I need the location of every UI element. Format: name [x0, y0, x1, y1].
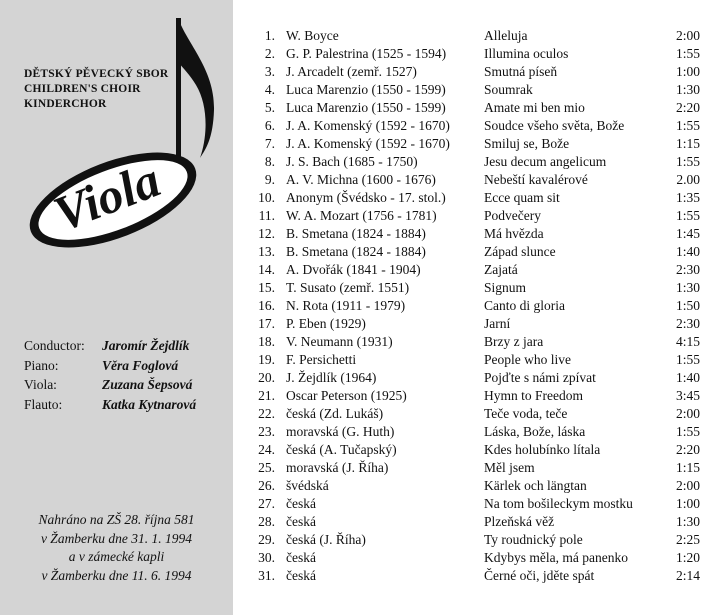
track-duration: 1:55 — [675, 118, 700, 133]
track-duration: 1:30 — [675, 514, 700, 529]
recording-note — [0, 511, 233, 585]
credit-role: Piano: — [24, 357, 59, 373]
track-number: 13. — [258, 244, 275, 259]
track-row — [248, 423, 700, 441]
track-row — [248, 459, 700, 477]
track-number: 2. — [264, 46, 275, 61]
track-composer: V. Neumann (1931) — [286, 334, 393, 349]
track-composer: A. V. Michna (1600 - 1676) — [286, 172, 436, 187]
track-number: 10. — [258, 190, 275, 205]
logo-text: Viola — [46, 151, 168, 243]
track-composer: J. A. Komenský (1592 - 1670) — [286, 136, 450, 151]
track-duration: 2:00 — [675, 28, 700, 43]
track-composer: česká — [286, 496, 316, 511]
track-number: 25. — [258, 460, 275, 475]
track-number: 27. — [258, 496, 275, 511]
track-number: 21. — [258, 388, 275, 403]
track-duration: 2.00 — [676, 172, 700, 187]
track-duration: 2:20 — [675, 100, 700, 115]
track-number: 4. — [264, 82, 275, 97]
track-duration: 1:45 — [675, 226, 700, 241]
track-duration: 1:15 — [675, 460, 700, 475]
track-composer: T. Susato (zemř. 1551) — [286, 280, 410, 295]
track-title: Kdes holubínko lítala — [484, 442, 601, 457]
track-duration: 1:50 — [675, 298, 700, 313]
track-title: Amate mi ben mio — [484, 100, 585, 115]
credit-role: Viola: — [24, 377, 57, 392]
track-row — [248, 387, 700, 405]
track-row — [248, 333, 700, 351]
track-row — [248, 27, 700, 45]
track-number: 9. — [264, 172, 275, 187]
track-row — [248, 513, 700, 531]
track-title: Canto di gloria — [484, 298, 565, 313]
credit-viola — [24, 375, 196, 395]
track-row — [248, 207, 700, 225]
track-title: Plzeňská věž — [484, 514, 555, 529]
track-composer: B. Smetana (1824 - 1884) — [286, 244, 426, 259]
track-number: 30. — [258, 550, 275, 565]
credit-conductor — [24, 336, 196, 356]
note-flag — [178, 18, 214, 158]
recording-note-line: a v zámecké kapli — [68, 549, 165, 564]
track-number: 19. — [258, 352, 275, 367]
credit-name: Jaromír Žejdlík — [102, 338, 190, 353]
track-composer: F. Persichetti — [286, 352, 357, 367]
track-title: Hymn to Freedom — [484, 388, 583, 403]
choir-name-en: CHILDREN'S CHOIR — [24, 83, 141, 95]
track-duration: 1:00 — [675, 496, 700, 511]
track-row — [248, 369, 700, 387]
track-row — [248, 189, 700, 207]
track-title: Soudce všeho světa, Bože — [484, 118, 625, 133]
track-composer: moravská (G. Huth) — [286, 424, 395, 439]
track-composer: Anonym (Švédsko - 17. stol.) — [286, 190, 446, 205]
track-row — [248, 441, 700, 459]
track-composer: česká — [286, 568, 316, 583]
credit-piano — [24, 356, 196, 376]
track-title: Zajatá — [484, 262, 518, 277]
track-duration: 2:00 — [675, 406, 700, 421]
track-title: Má hvězda — [484, 226, 544, 241]
track-title: Západ slunce — [484, 244, 556, 259]
track-title: Nebeští kavalérové — [484, 172, 588, 187]
track-composer: česká — [286, 514, 316, 529]
track-composer: J. S. Bach (1685 - 1750) — [286, 154, 418, 169]
track-composer: W. Boyce — [286, 28, 339, 43]
track-duration: 1:00 — [675, 64, 700, 79]
track-title: Láska, Bože, láska — [484, 424, 586, 439]
track-number: 29. — [258, 532, 275, 547]
track-title: Měl jsem — [484, 460, 535, 475]
track-title: Jarní — [484, 316, 511, 331]
track-title: People who live — [484, 352, 571, 367]
track-row — [248, 261, 700, 279]
credits — [24, 336, 196, 414]
track-number: 16. — [258, 298, 275, 313]
viola-logo — [0, 0, 233, 300]
track-composer: česká (J. Říha) — [286, 532, 366, 547]
track-composer: W. A. Mozart (1756 - 1781) — [286, 208, 437, 223]
track-composer: B. Smetana (1824 - 1884) — [286, 226, 426, 241]
track-title: Kärlek och längtan — [484, 478, 587, 493]
track-row — [248, 63, 700, 81]
track-row — [248, 99, 700, 117]
track-row — [248, 297, 700, 315]
track-number: 26. — [258, 478, 275, 493]
track-number: 24. — [258, 442, 275, 457]
track-row — [248, 279, 700, 297]
track-number: 23. — [258, 424, 275, 439]
track-number: 28. — [258, 514, 275, 529]
choir-name-cz: DĚTSKÝ PĚVECKÝ SBOR — [24, 68, 169, 80]
track-duration: 4:15 — [675, 334, 700, 349]
track-number: 5. — [264, 100, 275, 115]
track-duration: 1:55 — [675, 208, 700, 223]
track-number: 18. — [258, 334, 275, 349]
track-composer: moravská (J. Říha) — [286, 460, 389, 475]
credit-role: Conductor: — [24, 338, 85, 353]
credit-name: Věra Foglová — [102, 357, 179, 373]
track-number: 1. — [264, 28, 275, 43]
choir-name-de: KINDERCHOR — [24, 98, 107, 110]
track-composer: N. Rota (1911 - 1979) — [286, 298, 406, 313]
track-composer: Oscar Peterson (1925) — [286, 388, 407, 403]
track-row — [248, 549, 700, 567]
track-title: Pojďte s námi zpívat — [484, 370, 596, 385]
track-composer: A. Dvořák (1841 - 1904) — [286, 262, 421, 277]
track-duration: 1:30 — [675, 280, 700, 295]
track-title: Ty roudnický pole — [484, 532, 583, 547]
track-row — [248, 477, 700, 495]
track-title: Signum — [484, 280, 527, 295]
credit-role: Flauto: — [24, 396, 63, 412]
track-duration: 1:55 — [675, 424, 700, 439]
recording-note-line: v Žamberku dne 31. 1. 1994 — [40, 530, 193, 546]
track-composer: J. Arcadelt (zemř. 1527) — [286, 64, 417, 79]
track-number: 17. — [258, 316, 275, 331]
track-duration: 1:40 — [675, 244, 700, 259]
track-row — [248, 315, 700, 333]
track-duration: 2:25 — [675, 532, 700, 547]
track-composer: česká (Zd. Lukáš) — [286, 406, 384, 421]
track-title: Alleluja — [484, 28, 528, 43]
track-title: Soumrak — [484, 82, 533, 97]
track-row — [248, 351, 700, 369]
track-title: Ecce quam sit — [484, 190, 560, 205]
track-duration: 2:30 — [675, 316, 700, 331]
track-row — [248, 135, 700, 153]
track-number: 20. — [258, 370, 275, 385]
track-number: 14. — [258, 262, 275, 277]
track-row — [248, 171, 700, 189]
track-composer: Luca Marenzio (1550 - 1599) — [286, 82, 446, 97]
track-title: Smiluj se, Bože — [484, 136, 570, 151]
track-title: Kdybys měla, má panenko — [484, 550, 628, 565]
track-number: 31. — [258, 568, 275, 583]
credit-name: Zuzana Šepsová — [102, 377, 193, 392]
track-duration: 1:20 — [675, 550, 700, 565]
track-duration: 1:55 — [675, 352, 700, 367]
track-row — [248, 567, 700, 585]
track-duration: 2:00 — [675, 478, 700, 493]
track-duration: 2:14 — [675, 568, 700, 583]
track-row — [248, 531, 700, 549]
track-duration: 1:40 — [675, 370, 700, 385]
credit-flauto — [24, 395, 196, 415]
track-duration: 1:30 — [675, 82, 700, 97]
track-row — [248, 405, 700, 423]
credit-name: Katka Kytnarová — [102, 396, 197, 412]
track-row — [248, 225, 700, 243]
track-duration: 1:55 — [675, 46, 700, 61]
tracklist — [248, 27, 700, 585]
track-row — [248, 243, 700, 261]
track-number: 22. — [258, 406, 275, 421]
track-composer: P. Eben (1929) — [286, 316, 366, 331]
track-title: Podvečery — [484, 208, 541, 223]
track-row — [248, 45, 700, 63]
track-duration: 1:15 — [675, 136, 700, 151]
track-duration: 3:45 — [675, 388, 700, 403]
track-title: Jesu decum angelicum — [484, 154, 607, 169]
track-duration: 1:35 — [675, 190, 700, 205]
track-number: 3. — [264, 64, 275, 79]
recording-note-line: v Žamberku dne 11. 6. 1994 — [41, 567, 192, 583]
track-composer: švédská — [286, 478, 329, 493]
track-composer: G. P. Palestrina (1525 - 1594) — [286, 46, 447, 61]
track-composer: J. Žejdlík (1964) — [286, 370, 377, 385]
track-duration: 1:55 — [675, 154, 700, 169]
track-number: 6. — [264, 118, 275, 133]
track-number: 11. — [258, 208, 275, 223]
track-row — [248, 117, 700, 135]
track-title: Teče voda, teče — [484, 406, 568, 421]
track-row — [248, 81, 700, 99]
track-composer: česká — [286, 550, 316, 565]
track-composer: česká (A. Tučapský) — [286, 442, 397, 457]
track-title: Na tom bošileckym mostku — [484, 496, 633, 511]
recording-note-line: Nahráno na ZŠ 28. října 581 — [38, 512, 195, 527]
track-title: Černé oči, jděte spát — [484, 568, 595, 583]
track-number: 7. — [264, 136, 275, 151]
track-number: 12. — [258, 226, 275, 241]
track-title: Smutná píseň — [484, 64, 558, 79]
track-title: Illumina oculos — [484, 46, 569, 61]
track-duration: 2:30 — [675, 262, 700, 277]
track-composer: J. A. Komenský (1592 - 1670) — [286, 118, 450, 133]
track-number: 8. — [264, 154, 275, 169]
track-row — [248, 495, 700, 513]
choir-name — [24, 67, 168, 112]
track-duration: 2:20 — [675, 442, 700, 457]
track-number: 15. — [258, 280, 275, 295]
track-composer: Luca Marenzio (1550 - 1599) — [286, 100, 446, 115]
track-title: Brzy z jara — [484, 334, 544, 349]
track-row — [248, 153, 700, 171]
